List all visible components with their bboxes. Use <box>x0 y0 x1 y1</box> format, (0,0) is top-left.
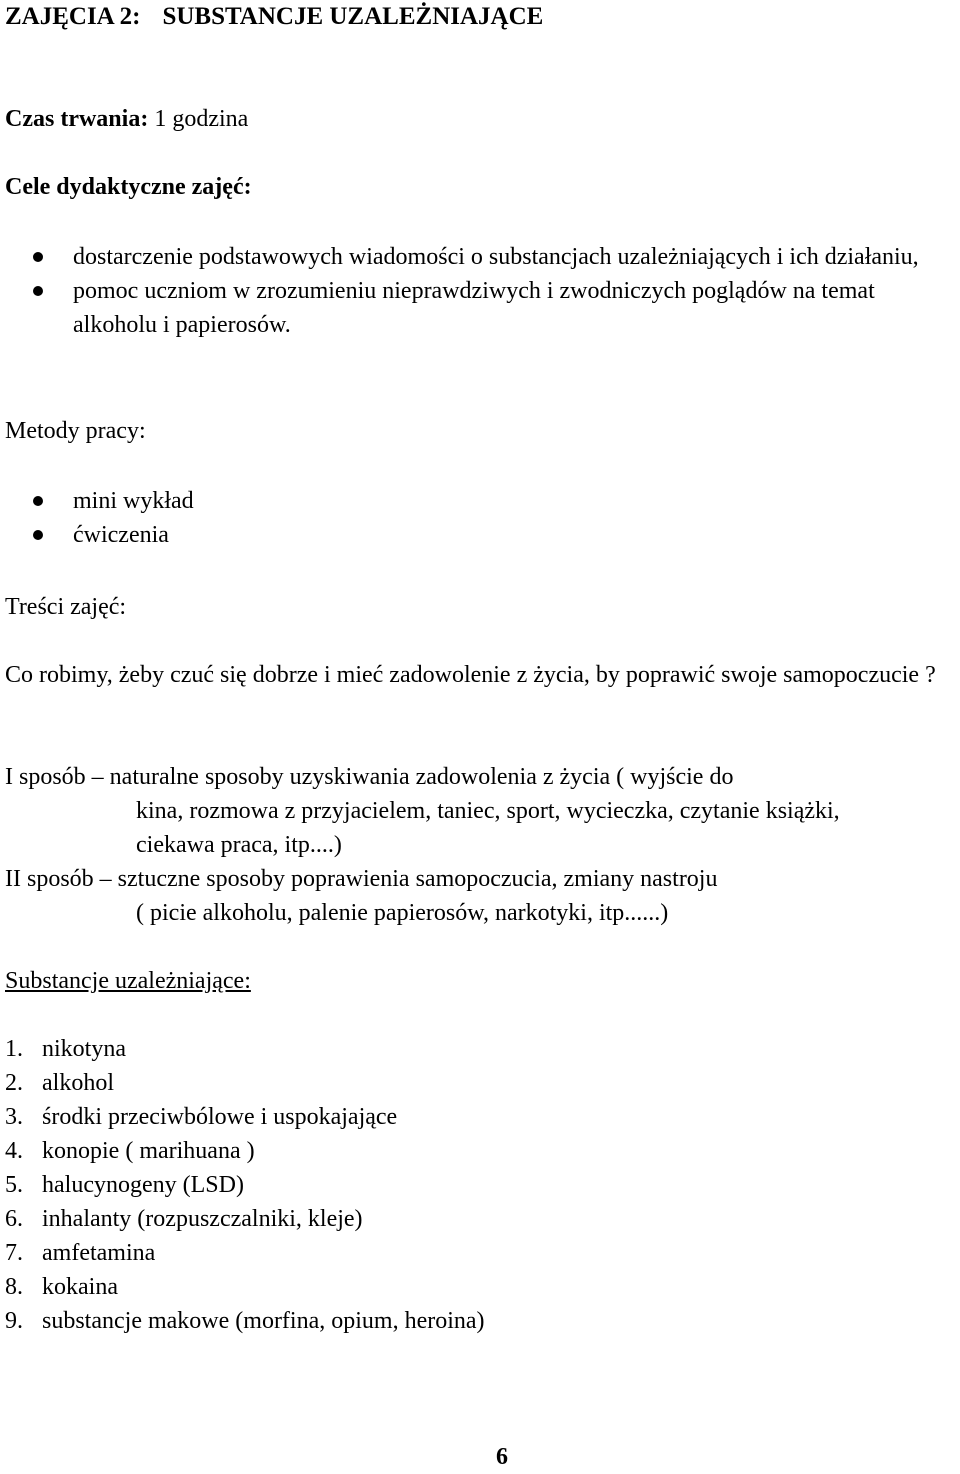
item-number: 1. <box>5 1036 23 1062</box>
list-item <box>5 484 955 518</box>
list-item <box>5 1134 485 1168</box>
item-text: alkohol <box>42 1070 114 1096</box>
item-text: środki przeciwbólowe i uspokajające <box>42 1104 398 1130</box>
list-item <box>5 1032 485 1066</box>
list-item <box>5 1066 485 1100</box>
goals-heading: Cele dydaktyczne zajęć: <box>5 174 252 200</box>
goals-list <box>5 240 955 342</box>
bullet-icon <box>33 286 43 296</box>
way-two-continuation: ( picie alkoholu, palenie papierosów, narkotyki, itp......) <box>136 900 669 926</box>
item-number: 9. <box>5 1308 23 1334</box>
duration-label: Czas trwania: <box>5 106 149 132</box>
bullet-icon <box>33 496 43 506</box>
list-item <box>5 274 955 342</box>
list-item <box>5 240 955 274</box>
item-number: 7. <box>5 1240 23 1266</box>
content-question: Co robimy, żeby czuć się dobrze i mieć zadowolenie z życia, by poprawić swoje samopoczucie ? <box>5 662 936 688</box>
method-text: ćwiczenia <box>73 522 169 548</box>
way-one-lead: I sposób – naturalne sposoby uzyskiwania zadowolenia z życia ( wyjście do <box>5 764 734 790</box>
bullet-icon <box>33 252 43 262</box>
way-two-lead: II sposób – sztuczne sposoby poprawienia samopoczucia, zmiany nastroju <box>5 866 718 892</box>
list-item <box>5 1202 485 1236</box>
duration-line <box>5 102 248 136</box>
item-number: 2. <box>5 1070 23 1096</box>
item-text: konopie ( marihuana ) <box>42 1138 255 1164</box>
methods-list <box>5 484 955 552</box>
page-number: 6 <box>496 1444 508 1470</box>
way-one-continuation: kina, rozmowa z przyjacielem, taniec, sport, wycieczka, czytanie książki, ciekawa praca, itp....) <box>136 798 840 858</box>
way-one <box>5 760 905 862</box>
page-title <box>5 0 543 34</box>
item-text: nikotyna <box>42 1036 126 1062</box>
item-number: 6. <box>5 1206 23 1232</box>
list-item <box>5 1304 485 1338</box>
substances-list <box>5 1032 485 1338</box>
way-two <box>5 862 905 930</box>
content-heading: Treści zajęć: <box>5 594 127 620</box>
item-text: substancje makowe (morfina, opium, heroina) <box>42 1308 485 1334</box>
item-text: amfetamina <box>42 1240 156 1266</box>
item-text: halucynogeny (LSD) <box>42 1172 244 1198</box>
item-text: kokaina <box>42 1274 118 1300</box>
duration-value: 1 godzina <box>148 106 249 132</box>
item-text: inhalanty (rozpuszczalniki, kleje) <box>42 1206 363 1232</box>
item-number: 4. <box>5 1138 23 1164</box>
item-number: 5. <box>5 1172 23 1198</box>
bullet-icon <box>33 530 43 540</box>
list-item <box>5 1100 485 1134</box>
title-prefix: ZAJĘCIA 2: <box>5 3 141 30</box>
list-item <box>5 1168 485 1202</box>
goal-text: pomoc uczniom w zrozumieniu nieprawdziwych i zwodniczych poglądów na temat alkoholu i papierosów. <box>73 278 875 338</box>
method-text: mini wykład <box>73 488 194 514</box>
goal-text: dostarczenie podstawowych wiadomości o substancjach uzależniających i ich działaniu, <box>73 244 919 270</box>
list-item <box>5 518 955 552</box>
list-item <box>5 1270 485 1304</box>
title-text: SUBSTANCJE UZALEŻNIAJĄCE <box>162 3 544 30</box>
item-number: 3. <box>5 1104 23 1130</box>
methods-heading: Metody pracy: <box>5 418 146 444</box>
item-number: 8. <box>5 1274 23 1300</box>
substances-heading: Substancje uzależniające: <box>5 968 251 994</box>
list-item <box>5 1236 485 1270</box>
